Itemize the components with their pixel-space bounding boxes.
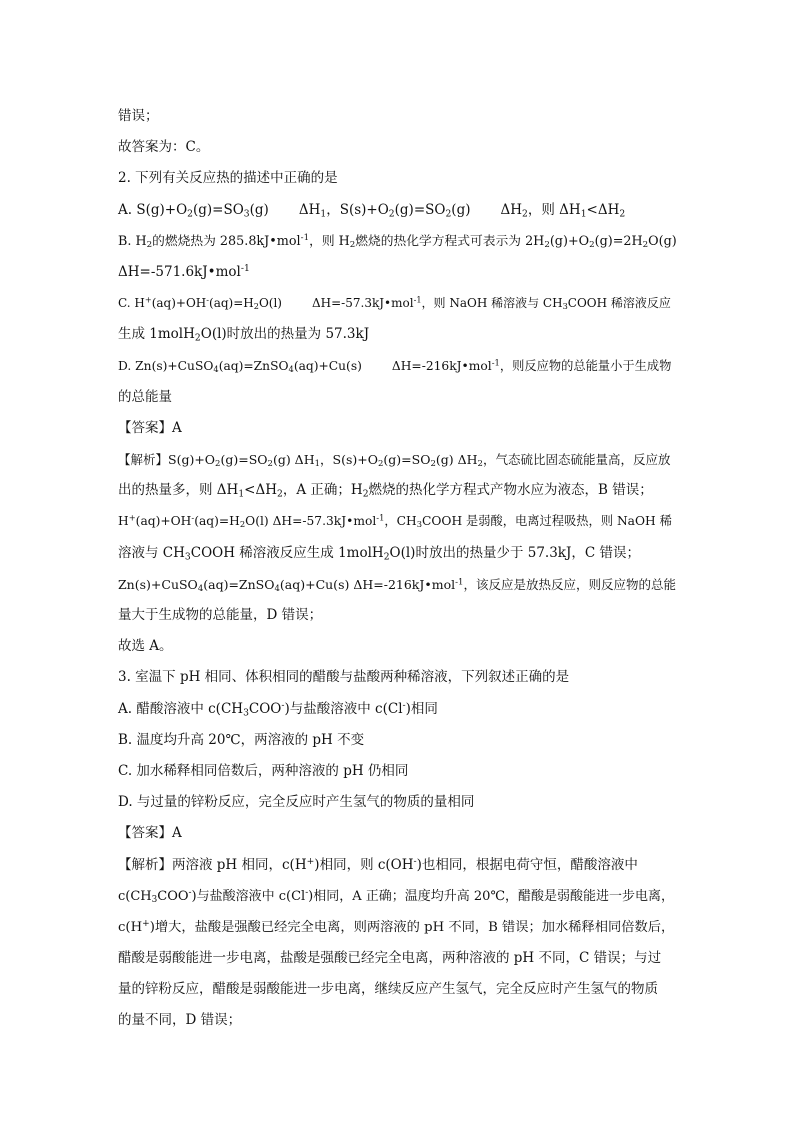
q2-option-d-line-2: 的总能量 [118,388,172,405]
q3-stem: 3. 室温下 pH 相同、体积相同的醋酸与盐酸两种稀溶液，下列叙述正确的是 [118,669,570,686]
q3-explanation-line-2: $c(CH_3COO^-)$与盐酸溶液中 c(Cl-)相同，A 正确；温度均升高 20℃，醋酸是弱酸能进一步电离， [118,887,674,905]
q2-option-a: A. $S(g)+O_2(g)=SO_3(g)$ $\Delta H_1$，$S(s)+O_2(g)=SO_2(g)$ $\Delta H_2$，则 $\Delta H_1<\Delta H_2$ [118,201,626,219]
q2-option-c-line-2: 生成 1molH$_2$O(l)时放出的热量为 57.3kJ [118,326,370,344]
q3-option-c: C. 加水稀释相同倍数后，两种溶液的 pH 仍相同 [118,762,409,779]
q2-explanation-line-5: Zn(s)+CuSO$_4$(aq)=ZnSO$_4$(aq)+Cu(s) ΔH=-216kJ•mol$^{-1}$，该反应是放热反应，则反应物的总能 [118,576,676,594]
q3-option-b: B. 温度均升高 20℃，两溶液的 pH 不变 [118,731,365,748]
q2-explanation-line-4: 溶液与 $CH_3COOH$ 稀溶液反应生成 1molH$_2$O(l)时放出的热量少于 57.3kJ，C 错误； [118,544,641,562]
prev-line-2: 故答案为：C。 [118,139,210,156]
q2-stem: 2. 下列有关反应热的描述中正确的是 [118,170,338,187]
q2-explanation-line-6: 量大于生成物的总能量，D 错误； [118,607,323,623]
q3-option-a: A. 醋酸溶液中 $c(CH_3COO^-)$与盐酸溶液中 c(Cl-)相同 [118,699,438,718]
q2-explanation-line-2: 出的热量多，则 $\Delta H_1<\Delta H_2$，A 正确；$H_2$燃烧的热化学方程式产物水应为液态，B 错误； [118,482,653,500]
q2-option-b-line-2: ΔH=-571.6kJ•mol$^{-1}$ [118,262,250,280]
q2-explanation-line-1: 【解析】$S(g)+O_2(g)=SO_2(g)$ $\Delta H_1$，$S(s)+O_2(g)=SO_2(g)$ $\Delta H_2$，气态硫比固态硫能量高，反应放 [118,452,671,470]
q2-answer: 【答案】A [118,419,182,436]
q2-option-c-line-1: C. $H^+(aq)+OH^-(aq)=H_2O(l)$ ΔH=-57.3kJ•mol$^{-1}$，则 NaOH 稀溶液与 $CH_3COOH$ 稀溶液反应 [118,294,671,312]
q2-option-d-line-1: D. Zn(s)+CuSO$_4$(aq)=ZnSO$_4$(aq)+Cu(s) ΔH=-216kJ•mol$^{-1}$，则反应物的总能量小于生成物 [118,356,672,374]
q3-answer: 【答案】A [118,825,182,842]
q3-explanation-line-6: 的量不同，D 错误； [118,1012,242,1029]
document-body [118,101,678,1037]
prev-line-1: 错误； [118,108,159,124]
q3-explanation-line-1: 【解析】两溶液 pH 相同，c(H+)相同，则 c(OH-)也相同，根据电荷守恒，醋酸溶液中 [118,855,638,873]
q2-conclusion: 故选 A。 [118,638,173,655]
q3-explanation-line-5: 量的锌粉反应，醋酸是弱酸能进一步电离，继续反应产生氢气，完全反应时产生氢气的物质 [118,981,658,998]
q3-option-d: D. 与过量的锌粉反应，完全反应时产生氢气的物质的量相同 [118,794,475,811]
q2-explanation-line-3: $H^+(aq)+OH^-(aq)=H_2O(l)$ ΔH=-57.3kJ•mol$^{-1}$，$CH_3COOH$ 是弱酸，电离过程吸热，则 NaOH 稀 [118,512,672,530]
q2-option-b-line-1: B. $H_2$的燃烧热为 285.8kJ•mol$^{-1}$，则 $H_2$燃烧的热化学方程式可表示为 $2H_2(g)+O_2(g)=2H_2O(g)$ [118,232,677,250]
q3-explanation-line-3: c(H+)增大，盐酸是强酸已经完全电离，则两溶液的 pH 不同，B 错误；加水稀释相同倍数后， [118,918,675,935]
q3-explanation-line-4: 醋酸是弱酸能进一步电离，盐酸是强酸已经完全电离，两种溶液的 pH 不同，C 错误；与过 [118,950,662,967]
